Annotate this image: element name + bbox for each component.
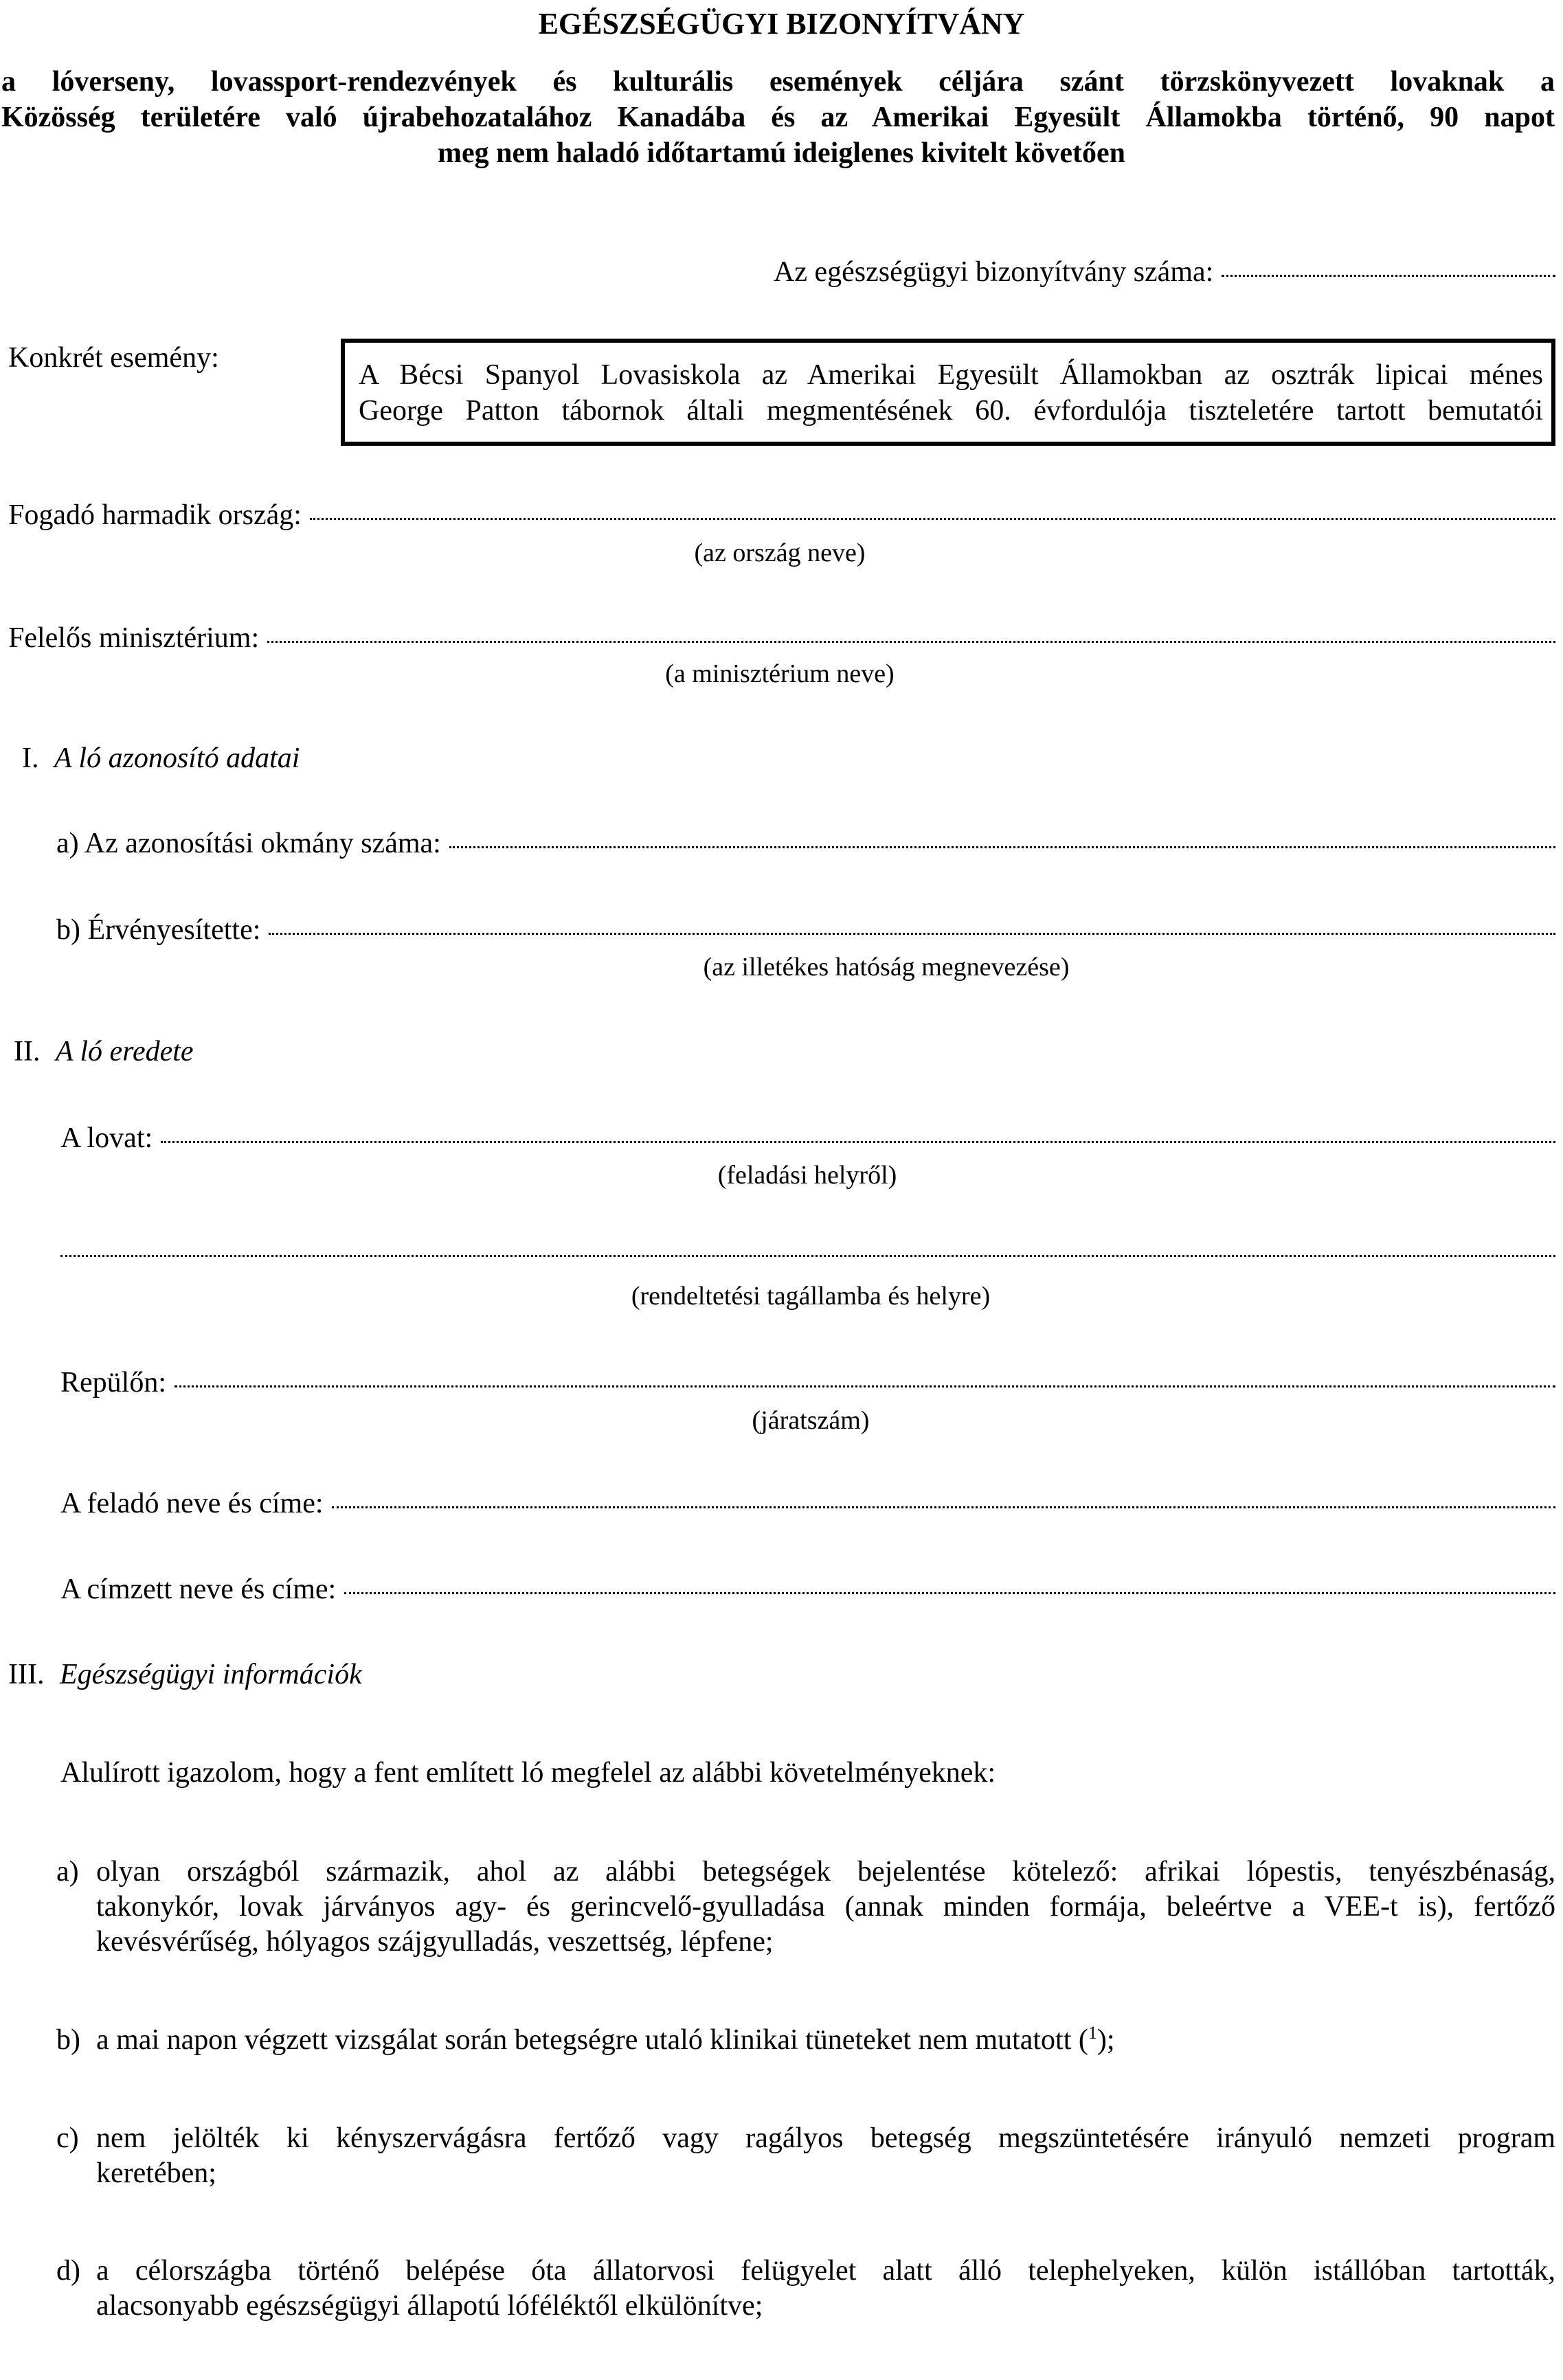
flight-caption: (járatszám): [752, 1406, 870, 1435]
flight-row: [60, 1365, 1555, 1400]
certificate-number-field[interactable]: [1222, 275, 1555, 277]
footnote-ref[interactable]: 1: [1088, 2023, 1097, 2043]
validated-by-field[interactable]: [269, 933, 1555, 935]
certificate-number-row: [774, 255, 1555, 289]
validated-by-caption: (az illetékes hatóság megnevezése): [703, 953, 1070, 982]
item-c-line: nem jelölték ki kényszervágásra fertőző vagy ragályos betegség megszüntetésére irányuló nemzeti program: [96, 2122, 1555, 2154]
item-d-line: alacsonyabb egészségügyi állapotú lóféléktől elkülönítve;: [96, 2290, 763, 2322]
sender-row: [60, 1486, 1555, 1521]
flight-field[interactable]: [175, 1385, 1555, 1387]
ministry-row: [8, 621, 1555, 655]
health-intro: Alulírott igazolom, hogy a fent említett ló megfelel az alábbi követelményeknek:: [60, 1757, 996, 1789]
horse-origin-label: A lovat:: [60, 1122, 153, 1154]
section-title: A ló azonosító adatai: [54, 743, 300, 774]
section-title: Egészségügyi információk: [59, 1659, 362, 1690]
item-d-marker: d): [56, 2255, 80, 2287]
subtitle-line: meg nem haladó időtartamú ideiglenes kivitelt követően: [438, 137, 1125, 169]
certificate-number-label: Az egészségügyi bizonyítvány száma:: [774, 256, 1214, 288]
event-text-line: George Patton tábornok általi megmentésének 60. évfordulója tiszteletére tartott bemutatói: [359, 395, 1543, 427]
receiving-country-label: Fogadó harmadik ország:: [8, 499, 302, 531]
ministry-label: Felelős minisztérium:: [8, 622, 260, 654]
item-a-line: olyan országból származik, ahol az alábbi betegségek bejelentése kötelező: afrikai lópestis, tenyészbénaság,: [96, 1856, 1555, 1888]
item-c-text: [96, 2121, 1555, 2191]
receiving-country-row: [8, 498, 1555, 532]
item-a-text: [96, 1855, 1555, 1960]
item-a-line: takonykór, lovak járványos agy- és gerincvelő-gyulladása (annak minden formája, beleértve a VEE-t is), fertőző: [96, 1891, 1555, 1923]
ministry-caption: (a minisztérium neve): [665, 659, 895, 688]
recipient-label: A címzett neve és címe:: [60, 1574, 337, 1605]
subtitle-line: Közösség területére való újrabehozatalához Kanadába és az Amerikai Egyesült Államokba történő, 90 napot: [1, 102, 1555, 133]
recipient-field[interactable]: [344, 1592, 1555, 1594]
recipient-row: [60, 1572, 1555, 1607]
item-a-line: kevésvérűség, hólyagos szájgyulladás, veszettség, lépfene;: [96, 1926, 774, 1958]
section-number: II.: [14, 1036, 41, 1067]
receiving-country-field[interactable]: [310, 518, 1555, 520]
item-b-text: [96, 2023, 1115, 2057]
id-document-field[interactable]: [449, 846, 1555, 848]
item-d-text: [96, 2254, 1555, 2324]
sender-field[interactable]: [332, 1506, 1555, 1508]
event-box: [341, 339, 1555, 446]
receiving-country-caption: (az ország neve): [694, 539, 866, 567]
item-c-line: keretében;: [96, 2157, 216, 2189]
section-2-heading: [14, 1034, 194, 1069]
section-3-heading: [8, 1657, 362, 1692]
section-number: I.: [22, 743, 39, 774]
validated-by-row: [56, 913, 1555, 947]
id-document-row: [56, 826, 1555, 861]
section-number: III.: [8, 1659, 45, 1690]
item-b-body: a mai napon végzett vizsgálat során betegségre utaló klinikai tüneteket nem mutatott (: [96, 2024, 1088, 2056]
section-title: A ló eredete: [55, 1036, 194, 1067]
item-c-marker: c): [56, 2122, 79, 2154]
validated-by-label: b) Érvényesítette:: [56, 914, 261, 946]
subtitle-line: a lóverseny, lovassport-rendezvények és kulturális események céljára szánt törzskönyvezett lovaknak a: [1, 66, 1555, 98]
document-subtitle: [0, 64, 1563, 171]
horse-origin-row: [60, 1121, 1555, 1155]
document-title: EGÉSZSÉGÜGYI BIZONYÍTVÁNY: [538, 7, 1025, 41]
item-b-marker: b): [56, 2024, 80, 2056]
flight-label: Repülőn:: [60, 1367, 166, 1398]
destination-caption: (rendeltetési tagállamba és helyre): [631, 1282, 991, 1311]
section-1-heading: [22, 741, 300, 775]
destination-field[interactable]: [60, 1245, 1555, 1257]
horse-origin-field[interactable]: [161, 1141, 1555, 1143]
sender-label: A feladó neve és címe:: [60, 1488, 324, 1519]
id-document-label: a) Az azonosítási okmány száma:: [56, 828, 441, 859]
item-d-line: a célországba történő belépése óta állatorvosi felügyelet alatt álló telephelyeken, külön istállóban tartották,: [96, 2255, 1555, 2287]
ministry-field[interactable]: [267, 641, 1555, 643]
item-a-marker: a): [56, 1856, 79, 1888]
event-label: Konkrét esemény:: [8, 342, 219, 374]
horse-origin-caption: (feladási helyről): [717, 1161, 897, 1190]
event-text-line: A Bécsi Spanyol Lovasiskola az Amerikai Egyesült Államokban az osztrák lipicai ménes: [359, 359, 1543, 391]
item-b-tail: );: [1097, 2024, 1115, 2056]
